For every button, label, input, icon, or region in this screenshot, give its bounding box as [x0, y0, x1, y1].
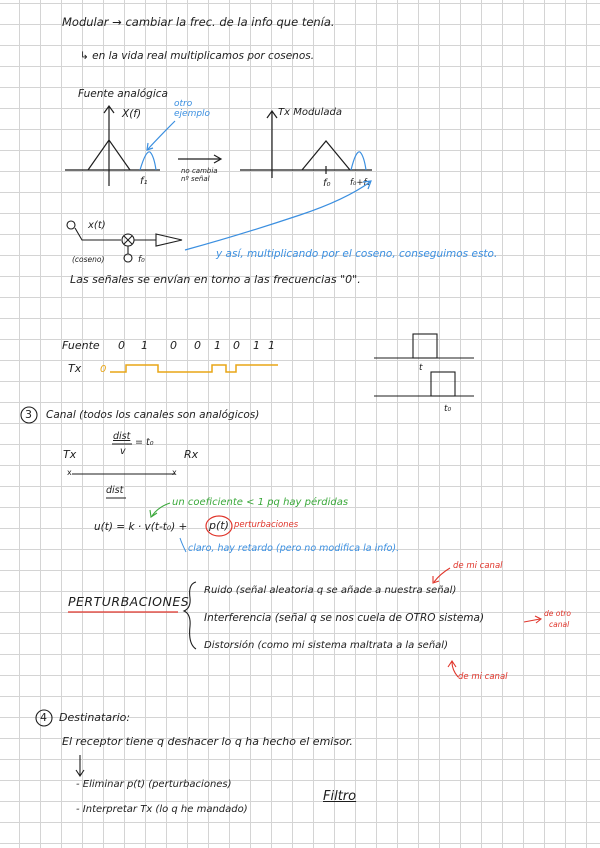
interferencia-item: Interferencia (señal q se nos cuela de OTRO sistema): [204, 612, 485, 624]
destinatario-number-circle: [36, 710, 52, 726]
ruido-item: Ruido (señal aleatoria q se añade a nuestra señal): [204, 585, 457, 596]
perturbaciones-note: perturbaciones: [234, 520, 299, 530]
tx-modulada-label: Tx Modulada: [278, 107, 343, 118]
otro-ejemplo-note: otro ejemplo: [174, 99, 211, 119]
modulation-arrow: [178, 155, 221, 163]
bit-1: 1: [141, 339, 148, 352]
bit-3: 0: [194, 339, 201, 352]
otro-ejemplo-spectrum: [140, 152, 156, 170]
delay-sketch: [374, 334, 474, 396]
bit-4: 1: [214, 339, 221, 352]
fuente-bits-label: Fuente: [62, 339, 100, 352]
pt-circled: p(t): [209, 519, 229, 532]
canal-number-circle: [21, 407, 37, 423]
tx-square-wave: [110, 365, 278, 372]
de-mi-canal-bottom: de mi canal: [458, 672, 508, 682]
eliminar-item: - Eliminar p(t) (perturbaciones): [76, 779, 232, 790]
xt-label: x(t): [88, 220, 106, 231]
mixer-block: [67, 221, 182, 262]
distorsion-item: Distorsión (como mi sistema maltrata a la señal): [204, 640, 448, 651]
retardo-arrow: [180, 538, 186, 552]
destinatario-number: 4: [40, 711, 47, 724]
bit-7: 1: [268, 339, 275, 352]
canal-number: 3: [25, 408, 32, 421]
perturbaciones-brace: [184, 582, 196, 649]
t0-label: t₀: [444, 404, 452, 414]
tx-zero-label: 0: [100, 364, 107, 375]
retardo-note: claro, hay retardo (pero no modifica la info).: [188, 543, 400, 554]
mixer-f0-label: f₀: [138, 255, 145, 265]
bit-0: 0: [118, 339, 125, 352]
dist-over-v-den: v: [120, 446, 126, 457]
f0-plus-f1-label: f₀+f₁: [350, 178, 370, 188]
coseno-note: y así, multiplicando por el coseno, conseguimos esto.: [216, 248, 498, 260]
modular-line-1: Modular → cambiar la frec. de la info que tenía.: [62, 15, 335, 29]
de-otro-canal-2: canal: [549, 620, 570, 629]
otro-ejemplo-arrow: [148, 121, 175, 149]
canal-left-x: x: [67, 468, 72, 477]
f0-label: f₀: [323, 178, 331, 189]
coseno-arrow: [185, 182, 370, 250]
source-spectrum-plot: [65, 106, 160, 186]
coeficiente-note: un coeficiente < 1 pq hay pérdidas: [172, 497, 349, 508]
perturbaciones-title: PERTURBACIONES: [68, 594, 190, 609]
no-cambia-note: no cambia nº señal: [181, 167, 218, 184]
canal-right-x: x: [172, 468, 177, 477]
filtro-label: Filtro: [323, 789, 357, 804]
dist-over-v-num: dist: [113, 431, 131, 442]
destinatario-title: Destinatario:: [59, 711, 131, 724]
dist-label: dist: [106, 485, 124, 496]
canal-tx-label: Tx: [63, 448, 77, 461]
canal-rx-label: Rx: [184, 448, 199, 461]
t0-equals: = t₀: [135, 437, 154, 448]
coseno-label: (coseno): [72, 255, 105, 264]
frecuencias-conclusion: Las señales se envían en torno a las frecuencias "0".: [70, 273, 361, 286]
f1-label: f₁: [140, 176, 148, 187]
interpretar-item: - Interpretar Tx (lo q he mandado): [76, 804, 248, 815]
bit-6: 1: [253, 339, 260, 352]
canal-formula: u(t) = k · v(t-t₀) +: [94, 521, 188, 533]
receptor-line: El receptor tiene q deshacer lo q ha hecho el emisor.: [62, 735, 353, 748]
bit-5: 0: [233, 339, 240, 352]
pt-circle: [206, 516, 232, 536]
de-otro-canal-1: de otro: [544, 609, 571, 618]
de-mi-canal-bottom-arrow: [452, 662, 458, 677]
canal-title: Canal (todos los canales son analógicos): [46, 409, 260, 421]
tx-bits-label: Tx: [68, 362, 82, 375]
xf-label: X(f): [122, 108, 142, 120]
de-mi-canal-top: de mi canal: [453, 561, 503, 571]
bit-2: 0: [170, 339, 177, 352]
modular-line-2: ↳ en la vida real multiplicamos por cosenos.: [80, 50, 315, 62]
de-mi-canal-top-arrow: [434, 568, 450, 582]
t-label: t: [419, 363, 423, 373]
modulated-blue-spectrum: [351, 152, 366, 170]
modulated-spectrum-plot: [240, 111, 372, 178]
fuente-analogica-label: Fuente analógica: [78, 88, 168, 100]
